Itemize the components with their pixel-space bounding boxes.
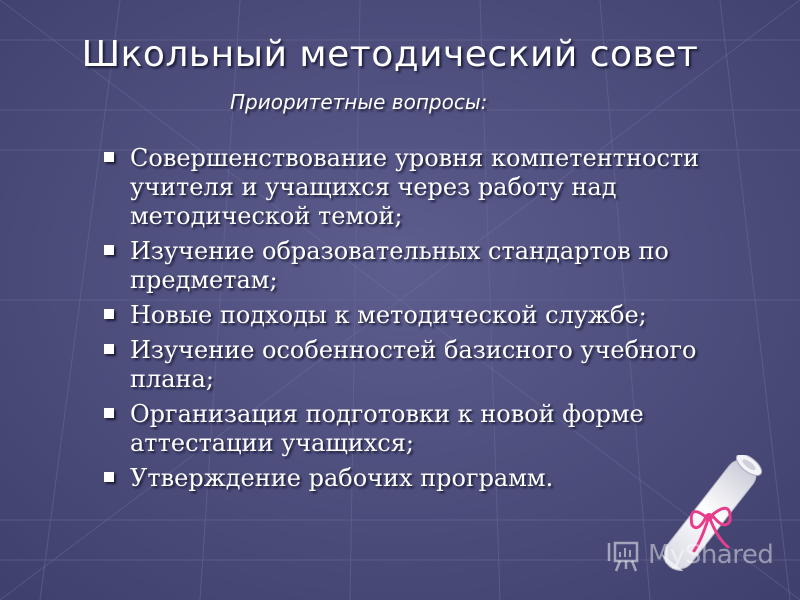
slide-title: Школьный методический совет [81, 34, 699, 75]
watermark-text: MyShared [648, 540, 774, 570]
list-item-text: Организация подготовки к новой форме аттестации учащихся; [130, 400, 644, 457]
slide-subtitle: Приоритетные вопросы: [230, 90, 488, 114]
list-item-text: Изучение образовательных стандартов по предметам; [130, 237, 669, 294]
list-item [100, 144, 740, 231]
square-bullet-icon [104, 408, 114, 418]
watermark [606, 535, 773, 575]
priority-list [100, 144, 740, 499]
list-item-text: Новые подходы к методической службе; [130, 301, 647, 329]
square-bullet-icon [104, 472, 114, 482]
list-item [100, 237, 740, 295]
list-item [100, 400, 740, 458]
square-bullet-icon [104, 344, 114, 354]
list-item [100, 301, 740, 330]
list-item [100, 336, 740, 394]
list-item-text: Совершенствование уровня компетентности учителя и учащихся через работу над методической темой; [130, 144, 700, 230]
square-bullet-icon [104, 309, 114, 319]
square-bullet-icon [104, 152, 114, 162]
list-item-text: Изучение особенностей базисного учебного плана; [130, 336, 697, 393]
list-item-text: Утверждение рабочих программ. [130, 464, 554, 492]
square-bullet-icon [104, 245, 114, 255]
presentation-board-icon [606, 537, 642, 573]
